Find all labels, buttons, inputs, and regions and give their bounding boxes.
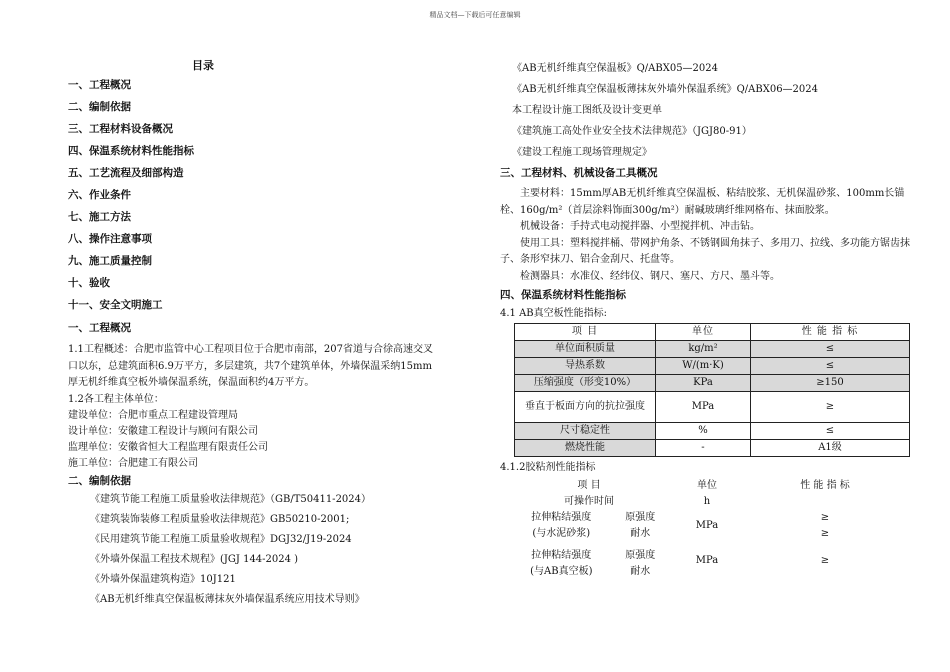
unit-cell: W/(m·K) (656, 358, 751, 375)
table-row (510, 509, 904, 525)
unit-line: 监理单位：安徽省恒大工程监理有限责任公司 (68, 441, 268, 453)
item-cell: (与水泥砂浆) (532, 527, 591, 539)
reference-item: 《建筑节能工程施工质量验收法律规范》（GB/T50411-2024） (90, 493, 372, 505)
overview-paragraph: 1.1工程概述：合肥市监管中心工程项目位于合肥市南部，207省道与合徐高速交叉口以东，总建筑面积6.9万平方，多层建筑，共7个建筑单体，外墙保温采纳15mm厚无机纤维真空板外墙保温系统，保温面积约4万平方。 (68, 344, 433, 388)
item-cell: 拉伸粘结强度 (531, 549, 592, 561)
item-cell: 单位面积质量 (515, 341, 656, 358)
item-cell: 拉伸粘结强度 (531, 511, 592, 523)
value-cell: ≥ (820, 554, 830, 566)
tools: 使用工具：塑料搅拌桶、带网护角条、不锈钢圆角抹子、多用刀、拉线、多功能方锯齿抹子、条形窄抹刀、铝合金刮尺、托盘等。 (500, 237, 910, 265)
toc-item[interactable]: 四、保温系统材料性能指标 (68, 145, 194, 157)
unit-cell: % (656, 423, 751, 440)
reference-item: 《民用建筑节能工程施工质量验收规程》DGJ32/J19-2024 (90, 533, 352, 545)
reference-item: 《建设工程施工现场管理规定》 (512, 147, 652, 158)
instruments: 检测器具：水准仪、经纬仪、钢尺、塞尺、方尺、墨斗等。 (520, 270, 780, 282)
header-cell: 单位 (697, 479, 717, 491)
unit-line: 施工单位：合肥建工有限公司 (68, 457, 198, 469)
toc-item[interactable]: 六、作业条件 (68, 189, 131, 201)
unit-cell: MPa (656, 392, 751, 423)
item-cell: (与AB真空板) (530, 565, 593, 577)
item-cell: 可操作时间 (564, 495, 614, 507)
vacuum-board-table (514, 323, 910, 457)
reference-item: 《建筑施工高处作业安全技术法律规范》（JGJ80-91） (512, 126, 752, 137)
units-intro: 1.2各工程主体单位： (68, 393, 164, 405)
unit-cell: MPa (695, 554, 719, 566)
toc-item[interactable]: 五、工艺流程及细部构造 (68, 167, 184, 179)
adhesive-table (510, 477, 904, 579)
header-cell: 性 能 指 标 (800, 479, 850, 491)
item-cell: 压缩强度（形变10%） (515, 375, 656, 392)
table-header-row (510, 477, 904, 493)
value-cell: ≥150 (751, 375, 910, 392)
header-cell: 性 能 指 标 (751, 324, 910, 341)
item-cell: 垂直于板面方向的抗拉强度 (515, 392, 656, 423)
item-cell: 燃烧性能 (515, 440, 656, 457)
unit-cell: MPa (695, 519, 719, 531)
value-cell: ≤ (751, 423, 910, 440)
table-row (515, 392, 910, 423)
condition-cell: 原强度 (625, 511, 656, 523)
machines: 机械设备：手持式电动搅拌器、小型搅拌机、冲击钻。 (520, 221, 760, 232)
reference-item: 《AB无机纤维真空保温板》Q/ABX05—2024 (512, 63, 719, 74)
table-row (515, 423, 910, 440)
table2-caption: 4.1.2胶粘剂性能指标 (500, 462, 596, 473)
value-cell: ≥ (820, 527, 830, 539)
value-cell (746, 493, 904, 509)
value-cell: ≥ (751, 392, 910, 423)
table-row (510, 541, 904, 563)
left-column (68, 58, 438, 610)
table-row (510, 493, 904, 509)
unit-cell: - (656, 440, 751, 457)
toc-item[interactable]: 一、工程概况 (68, 79, 131, 91)
item-cell: 导热系数 (515, 358, 656, 375)
section-heading-materials: 三、工程材料、机械设备工具概况 (500, 167, 658, 179)
condition-cell: 耐水 (630, 527, 651, 539)
value-cell: ≤ (751, 358, 910, 375)
table-header-row (515, 324, 910, 341)
header-cell: 项 目 (515, 324, 656, 341)
table-row (515, 341, 910, 358)
header-cell: 单位 (656, 324, 751, 341)
reference-item: 《建筑装饰装修工程质量验收法律规范》GB50210-2001; (90, 513, 350, 525)
value-cell: ≥ (820, 511, 830, 523)
unit-line: 建设单位：合肥市重点工程建设管理局 (68, 409, 238, 421)
reference-item: 《AB无机纤维真空保温板薄抹灰外墙保温系统应用技术导则》 (90, 593, 365, 605)
table-row (515, 375, 910, 392)
condition-cell: 耐水 (630, 565, 651, 577)
toc-item[interactable]: 二、编制依据 (68, 101, 131, 113)
reference-item: 《外墙外保温工程技术规程》(JGJ 144-2024 ) (90, 553, 299, 565)
header-cell: 项 目 (577, 479, 601, 491)
reference-item: 《外墙外保温建筑构造》10J121 (90, 573, 236, 585)
table-row (515, 358, 910, 375)
value-cell: ≤ (751, 341, 910, 358)
toc-item[interactable]: 八、操作注意事项 (68, 233, 152, 245)
condition-cell: 原强度 (625, 549, 656, 561)
header-note: 精品文档—下载后可任意编辑 (429, 11, 521, 19)
reference-item: 《AB无机纤维真空保温板薄抹灰外墙外保温系统》Q/ABX06—2024 (512, 84, 819, 95)
item-cell: 尺寸稳定性 (515, 423, 656, 440)
unit-cell: kg/m² (656, 341, 751, 358)
section-heading-performance: 四、保温系统材料性能指标 (500, 289, 626, 301)
main-materials: 主要材料：15mm厚AB无机纤维真空保温板、粘结胶浆、无机保温砂浆、100mm长锚栓、160g/m²（首层涂料饰面300g/m²）耐碱玻璃纤维网格布、抹面胶浆。 (500, 188, 905, 216)
unit-line: 设计单位：安徽建工程设计与顾问有限公司 (68, 425, 258, 437)
toc-item[interactable]: 十、验收 (68, 277, 110, 289)
toc-title: 目录 (192, 59, 214, 72)
toc-item[interactable]: 九、施工质量控制 (68, 255, 152, 267)
table1-caption: 4.1 AB真空板性能指标: (500, 308, 608, 319)
reference-item: 本工程设计施工图纸及设计变更单 (512, 105, 662, 116)
value-cell: A1级 (751, 440, 910, 457)
section-heading-overview: 一、工程概况 (68, 322, 131, 334)
unit-cell: h (703, 495, 711, 507)
toc-item[interactable]: 七、施工方法 (68, 211, 131, 223)
table-row (515, 440, 910, 457)
toc-item[interactable]: 十一、安全文明施工 (68, 299, 163, 311)
unit-cell: KPa (656, 375, 751, 392)
right-column (500, 58, 920, 579)
toc-item[interactable]: 三、工程材料设备概况 (68, 123, 173, 135)
section-heading-basis: 二、编制依据 (68, 474, 131, 487)
toc-list (68, 74, 438, 316)
